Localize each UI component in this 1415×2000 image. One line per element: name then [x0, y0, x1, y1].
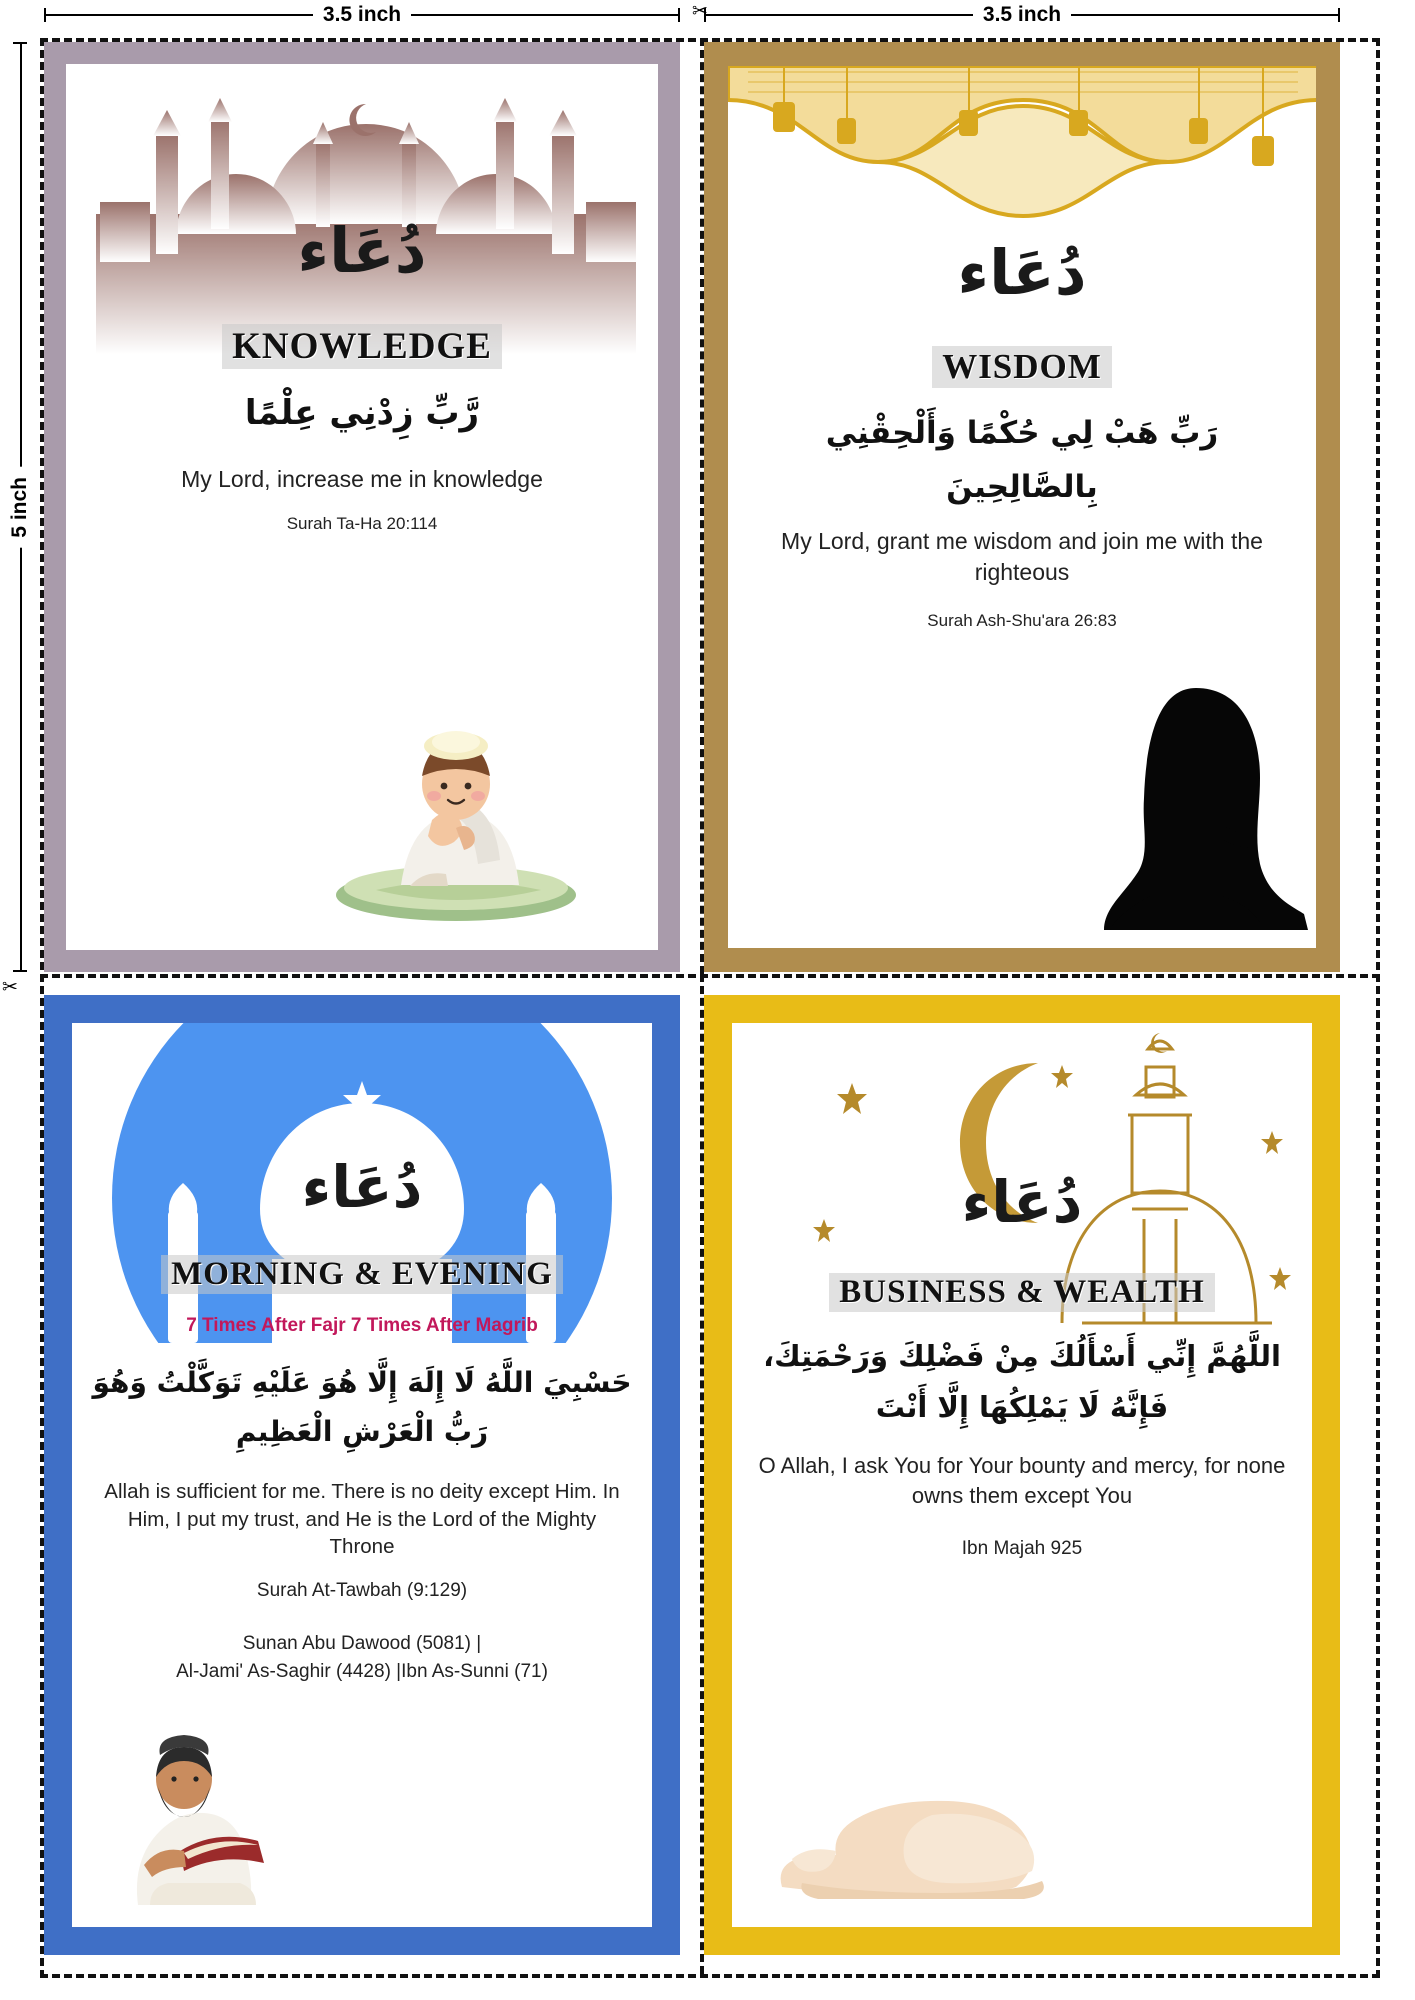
ruler-top-left-label: 3.5 inch [313, 3, 411, 27]
ruler-tick-right [678, 8, 680, 22]
card-arabic-text: حَسْبِيَ اللَّهُ لَا إِلَهَ إِلَّا هُوَ عَلَيْهِ تَوَكَّلْتُ وَهُوَ رَبُّ الْعَرْشِ الْعَظِيمِ [92, 1366, 632, 1448]
card-arabic-text: رَّبِّ زِدْنِي عِلْمًا [244, 393, 480, 433]
dua-card-wisdom [704, 42, 1340, 972]
cut-line-horizontal-middle [40, 974, 1380, 978]
card-arabic-title: دُعَاء [297, 214, 427, 287]
card-heading-wrap [732, 1273, 1312, 1312]
card-inner-business-wealth [732, 1023, 1312, 1927]
dua-card-business-wealth [704, 995, 1340, 1955]
cut-line-right [1376, 38, 1380, 1978]
scissors-icon: ✂ [2, 977, 18, 998]
card-arabic-text: رَبِّ هَبْ لِي حُكْمًا وَأَلْحِقْنِي بِالصَّالِحِينَ [825, 415, 1219, 506]
card-heading: BUSINESS & WEALTH [829, 1273, 1214, 1312]
card-arabic-text: اللَّهُمَّ إِنِّي أَسْأَلُكَ مِنْ فَضْلِكَ وَرَحْمَتِكَ، فَإِنَّهُ لَا يَمْلِكُهَا إِلَّا أَنْتَ [763, 1339, 1281, 1424]
person-in-sujood-illustration-icon [742, 1697, 1082, 1917]
card-heading-wrap [66, 324, 658, 369]
card-translation: My Lord, grant me wisdom and join me with the righteous [781, 528, 1263, 586]
card-inner-morning-evening [72, 1023, 652, 1927]
ruler-left-height [0, 42, 40, 972]
card-heading: WISDOM [932, 346, 1112, 388]
card-reference: Surah Ash-Shu'ara 26:83 [927, 611, 1117, 630]
card-reference: Surah Ta-Ha 20:114 [286, 514, 438, 533]
ruler-tick-bottom [13, 970, 27, 972]
card-arabic-title: دُعَاء [957, 236, 1087, 309]
card-translation: Allah is sufficient for me. There is no deity except Him. In Him, I put my trust, and He is the Lord of the Mighty Throne [104, 1480, 620, 1559]
card-heading: KNOWLEDGE [222, 324, 502, 369]
mosque-skyline-silhouette-icon [66, 64, 658, 354]
card-heading: MORNING & EVENING [161, 1255, 563, 1294]
man-reading-quran-illustration-icon [80, 1719, 310, 1919]
card-repetition-note: 7 Times After Fajr 7 Times After Magrib [186, 1315, 538, 1336]
card-translation: O Allah, I ask You for Your bounty and mercy, for none owns them except You [758, 1453, 1286, 1508]
boy-praying-on-rug-illustration-icon [306, 680, 586, 930]
card-reference-secondary: Sunan Abu Dawood (5081) | Al-Jami' As-Saghir (4428) |Ibn As-Sunni (71) [176, 1633, 548, 1682]
ruler-top-left [44, 0, 680, 38]
ruler-top-right-label: 3.5 inch [973, 3, 1071, 27]
card-arabic-title: دُعَاء [301, 1153, 423, 1221]
card-reference: Ibn Majah 925 [961, 1538, 1083, 1559]
card-heading-wrap [728, 346, 1316, 388]
card-reference: Surah At-Tawbah (9:129) [256, 1580, 468, 1601]
gold-lantern-arch-band-icon [728, 66, 1316, 246]
woman-praying-silhouette-icon [1046, 658, 1316, 948]
dua-card-morning-evening [44, 995, 680, 1955]
card-inner-wisdom [728, 66, 1316, 948]
scissors-icon: ✂ [692, 1, 708, 22]
ruler-tick-top [13, 42, 27, 44]
card-inner-knowledge [66, 64, 658, 950]
card-translation: My Lord, increase me in knowledge [181, 466, 543, 492]
ruler-left-label: 5 inch [8, 467, 32, 548]
card-arabic-title: دُعَاء [961, 1168, 1083, 1236]
card-heading-wrap [72, 1255, 652, 1294]
ruler-top-right [704, 0, 1340, 38]
ruler-tick-left [44, 8, 46, 22]
dua-card-knowledge [44, 42, 680, 972]
ruler-tick-right [1338, 8, 1340, 22]
cut-line-bottom [40, 1974, 1380, 1978]
